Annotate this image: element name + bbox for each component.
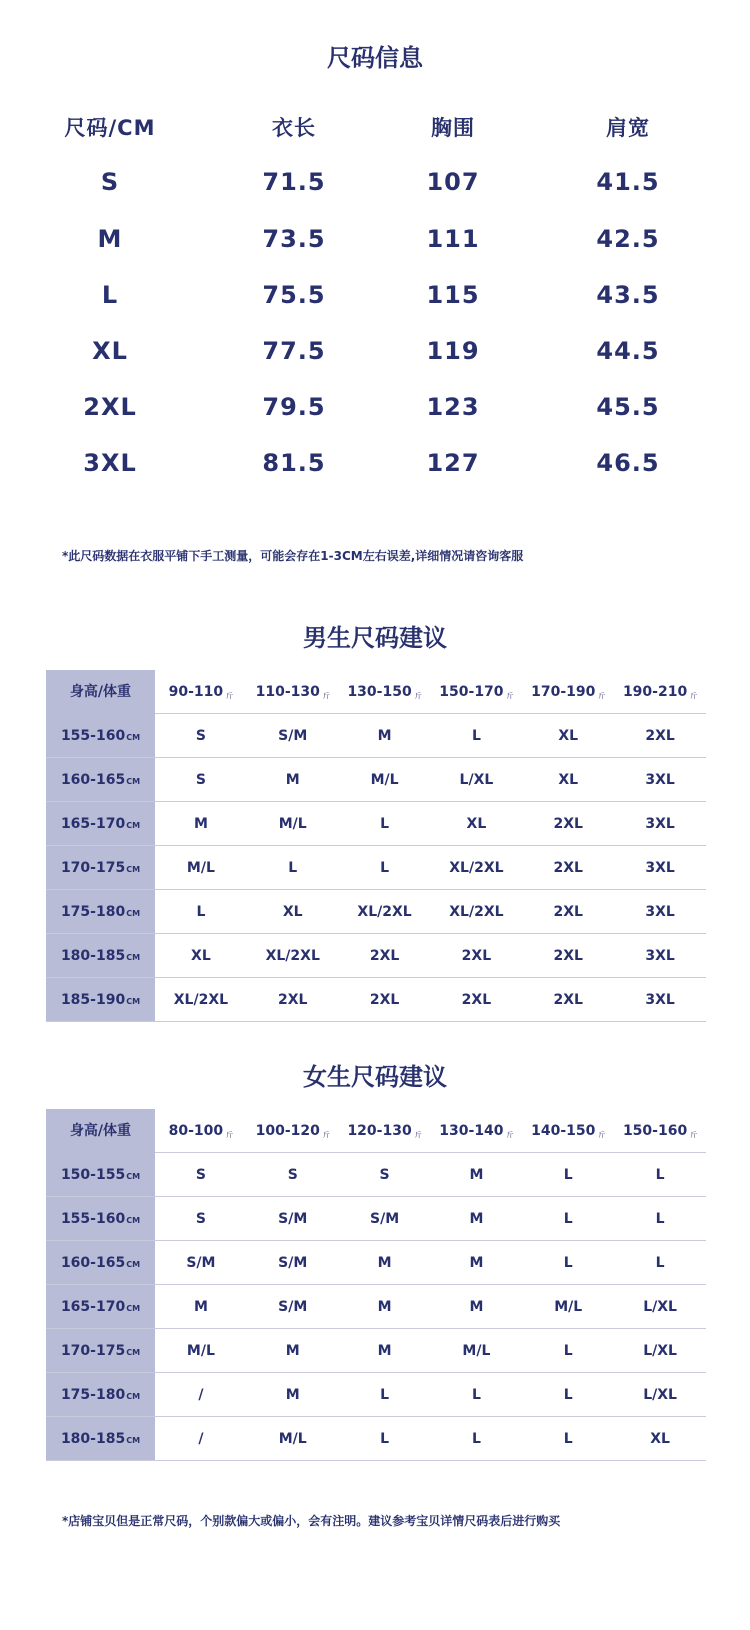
men-size-grid (46, 670, 706, 1020)
size-info-cell: 43.5 (596, 281, 660, 309)
size-info-cell: 45.5 (596, 393, 660, 421)
weight-header-cell (522, 670, 614, 714)
size-suggestion-cell: M/L (370, 772, 399, 788)
height-cell (46, 1373, 155, 1417)
size-suggestion-cell: M (193, 1299, 208, 1315)
size-suggestion-cell: L (471, 1387, 481, 1403)
height-unit: CM (126, 821, 141, 830)
weight-header-cell (431, 670, 523, 714)
weight-unit: 斤 (414, 692, 422, 700)
size-info-cell: M (97, 225, 123, 253)
size-suggestion-cell: S/M (370, 1211, 400, 1227)
grid-row (46, 1329, 706, 1373)
size-info-cell: 3XL (83, 449, 137, 477)
size-suggestion-cell: 3XL (645, 860, 675, 876)
grid-header-row (46, 670, 706, 714)
size-info-cell: 75.5 (262, 281, 326, 309)
weight-unit: 斤 (598, 692, 606, 700)
grid-row (46, 1197, 706, 1241)
size-suggestion-cell: 3XL (645, 948, 675, 964)
height-unit: CM (126, 1216, 141, 1225)
size-info-cell: 46.5 (596, 449, 660, 477)
weight-range: 150-160 (622, 1123, 688, 1139)
size-suggestion-cell: S/M (278, 1255, 308, 1271)
size-suggestion-cell: L (655, 1255, 665, 1271)
size-suggestion-cell: XL (558, 772, 579, 788)
weight-unit: 斤 (690, 1131, 698, 1139)
size-suggestion-cell: L (563, 1387, 573, 1403)
height-cell (46, 890, 155, 934)
grid-row (46, 1417, 706, 1461)
weight-header-cell (339, 1109, 431, 1153)
weight-header-cell (339, 670, 431, 714)
size-suggestion-cell: 2XL (553, 992, 583, 1008)
size-info-header-cell: 尺码/CM (64, 116, 156, 140)
size-suggestion-cell: 2XL (553, 860, 583, 876)
grid-corner-label: 身高/体重 (69, 1123, 132, 1139)
size-suggestion-cell: 2XL (461, 992, 492, 1008)
weight-unit: 斤 (322, 692, 330, 700)
size-suggestion-cell: M (469, 1255, 484, 1271)
size-suggestion-cell: M (469, 1299, 484, 1315)
height-unit: CM (126, 997, 141, 1006)
size-info-header-cell: 肩宽 (606, 116, 650, 140)
size-info-cell: 77.5 (262, 337, 326, 365)
weight-range: 100-120 (255, 1123, 320, 1139)
size-info-cell: 81.5 (262, 449, 326, 477)
size-info-row (0, 225, 750, 265)
size-info-cell: 42.5 (596, 225, 660, 253)
size-info-cell: 41.5 (596, 168, 660, 196)
size-suggestion-cell: 3XL (645, 772, 675, 788)
size-suggestion-cell: 2XL (369, 948, 400, 964)
size-info-header-cell: 衣长 (272, 116, 316, 140)
weight-unit: 斤 (226, 1131, 234, 1139)
size-suggestion-cell: M (469, 1167, 484, 1183)
weight-header-cell (247, 670, 339, 714)
height-unit: CM (126, 777, 141, 786)
size-info-row (0, 393, 750, 433)
size-info-cell: XL (92, 337, 128, 365)
size-suggestion-cell: L/XL (459, 772, 494, 788)
size-info-cell: 111 (426, 225, 480, 253)
size-suggestion-cell: L (196, 904, 206, 920)
weight-header-cell (247, 1109, 339, 1153)
size-info-cell: 115 (426, 281, 480, 309)
size-suggestion-cell: M/L (186, 860, 215, 876)
size-suggestion-cell: S (195, 728, 206, 744)
height-range: 185-190 (60, 992, 126, 1008)
size-suggestion-cell: L (471, 1431, 481, 1447)
size-info-row (0, 337, 750, 377)
size-info-cell: L (101, 281, 119, 309)
size-suggestion-cell: M (377, 1343, 392, 1359)
size-suggestion-cell: XL/2XL (449, 904, 504, 920)
height-unit: CM (126, 1392, 141, 1401)
weight-header-cell (431, 1109, 523, 1153)
size-suggestion-cell: S/M (186, 1255, 216, 1271)
grid-row (46, 758, 706, 802)
weight-header-cell (614, 670, 706, 714)
weight-header-cell (614, 1109, 706, 1153)
size-suggestion-cell: M (377, 728, 392, 744)
size-suggestion-cell: L (655, 1167, 665, 1183)
weight-unit: 斤 (506, 692, 514, 700)
weight-range: 130-140 (439, 1123, 504, 1139)
size-suggestion-cell: M/L (554, 1299, 583, 1315)
size-info-note: *此尺码数据在衣服平铺下手工测量，可能会存在1-3CM左右误差,详细情况请咨询客服 (62, 549, 524, 563)
size-suggestion-cell: / (198, 1387, 204, 1403)
size-suggestion-cell: 2XL (369, 992, 400, 1008)
height-cell (46, 978, 155, 1022)
row-divider (46, 1021, 706, 1022)
size-suggestion-cell: S/M (278, 1299, 308, 1315)
size-suggestion-cell: 2XL (645, 728, 675, 744)
size-info-cell: 107 (426, 168, 480, 196)
size-info-cell: S (100, 168, 120, 196)
weight-unit: 斤 (506, 1131, 514, 1139)
height-range: 170-175 (60, 1343, 126, 1359)
size-suggestion-cell: L (380, 1387, 390, 1403)
size-suggestion-cell: L (563, 1431, 573, 1447)
grid-row (46, 1241, 706, 1285)
weight-range: 90-110 (168, 684, 224, 700)
size-suggestion-cell: 3XL (645, 904, 675, 920)
size-info-cell: 79.5 (262, 393, 326, 421)
size-suggestion-cell: S (379, 1167, 390, 1183)
size-suggestion-cell: M/L (186, 1343, 215, 1359)
size-suggestion-cell: XL (191, 948, 211, 964)
size-info-header-cell: 胸围 (431, 116, 475, 140)
row-divider (46, 1460, 706, 1461)
height-range: 155-160 (60, 728, 126, 744)
size-suggestion-cell: M (285, 1387, 300, 1403)
weight-range: 170-190 (531, 684, 596, 700)
weight-header-cell (155, 1109, 247, 1153)
height-cell (46, 714, 155, 758)
size-info-cell: 127 (426, 449, 480, 477)
size-suggestion-cell: S (287, 1167, 298, 1183)
height-unit: CM (126, 1436, 141, 1445)
size-suggestion-cell: XL/2XL (265, 948, 320, 964)
men-section-title: 男生尺码建议 (303, 624, 447, 652)
weight-unit: 斤 (690, 692, 698, 700)
size-suggestion-cell: S (195, 1167, 206, 1183)
size-info-cell: 123 (426, 393, 480, 421)
height-cell (46, 1153, 155, 1197)
height-range: 180-185 (60, 948, 126, 964)
grid-row (46, 1373, 706, 1417)
size-info-row (0, 281, 750, 321)
height-cell (46, 1241, 155, 1285)
height-cell (46, 802, 155, 846)
size-suggestion-cell: 2XL (553, 904, 583, 920)
size-info-header-row (0, 112, 750, 152)
weight-range: 80-100 (168, 1123, 224, 1139)
weight-range: 110-130 (255, 684, 320, 700)
size-suggestion-cell: XL/2XL (449, 860, 504, 876)
size-info-cell: 44.5 (596, 337, 660, 365)
size-suggestion-cell: 2XL (461, 948, 492, 964)
height-range: 175-180 (60, 904, 126, 920)
height-cell (46, 1329, 155, 1373)
height-range: 165-170 (60, 816, 126, 832)
height-range: 165-170 (60, 1299, 126, 1315)
grid-row (46, 1153, 706, 1197)
weight-header-cell (522, 1109, 614, 1153)
height-cell (46, 1197, 155, 1241)
size-suggestion-cell: M (377, 1255, 392, 1271)
height-unit: CM (126, 1172, 141, 1181)
height-cell (46, 1417, 155, 1461)
size-info-title: 尺码信息 (327, 44, 423, 72)
size-suggestion-cell: 2XL (553, 948, 583, 964)
size-suggestion-cell: L (563, 1255, 573, 1271)
height-unit: CM (126, 1260, 141, 1269)
size-suggestion-cell: XL (650, 1431, 670, 1447)
height-unit: CM (126, 865, 141, 874)
height-range: 160-165 (60, 772, 126, 788)
grid-row (46, 890, 706, 934)
size-suggestion-cell: L (563, 1167, 573, 1183)
height-range: 150-155 (60, 1167, 126, 1183)
weight-unit: 斤 (414, 1131, 422, 1139)
size-suggestion-cell: S/M (278, 728, 308, 744)
size-info-row (0, 449, 750, 489)
size-suggestion-cell: S (195, 772, 206, 788)
size-suggestion-cell: L/XL (643, 1387, 677, 1403)
grid-header-row (46, 1109, 706, 1153)
size-info-row (0, 168, 750, 208)
size-suggestion-cell: S/M (278, 1211, 308, 1227)
height-range: 170-175 (60, 860, 126, 876)
weight-unit: 斤 (598, 1131, 606, 1139)
grid-row (46, 846, 706, 890)
height-cell (46, 846, 155, 890)
weight-range: 150-170 (439, 684, 504, 700)
size-suggestion-cell: M/L (278, 816, 307, 832)
size-suggestion-cell: L (471, 728, 481, 744)
footer-note: *店铺宝贝但是正常尺码，个别款偏大或偏小，会有注明。建议参考宝贝详情尺码表后进行购买 (62, 1514, 561, 1528)
size-info-cell: 73.5 (262, 225, 326, 253)
height-range: 180-185 (60, 1431, 126, 1447)
size-suggestion-cell: 2XL (278, 992, 308, 1008)
size-suggestion-cell: M (193, 816, 208, 832)
size-suggestion-cell: XL (558, 728, 579, 744)
height-unit: CM (126, 733, 141, 742)
size-suggestion-cell: 2XL (553, 816, 583, 832)
size-suggestion-cell: L/XL (643, 1299, 677, 1315)
grid-row (46, 714, 706, 758)
size-suggestion-cell: / (198, 1431, 204, 1447)
height-cell (46, 758, 155, 802)
size-suggestion-cell: M (469, 1211, 484, 1227)
weight-header-cell (155, 670, 247, 714)
weight-range: 140-150 (531, 1123, 596, 1139)
weight-range: 130-150 (347, 684, 412, 700)
size-suggestion-cell: L (655, 1211, 665, 1227)
size-info-cell: 119 (426, 337, 480, 365)
size-info-cell: 71.5 (262, 168, 326, 196)
size-suggestion-cell: S (195, 1211, 206, 1227)
size-suggestion-cell: L (288, 860, 298, 876)
size-suggestion-cell: L (380, 816, 390, 832)
grid-row (46, 934, 706, 978)
height-cell (46, 1285, 155, 1329)
size-suggestion-cell: XL/2XL (173, 992, 229, 1008)
grid-row (46, 1285, 706, 1329)
size-suggestion-cell: 3XL (645, 816, 675, 832)
size-suggestion-cell: L (563, 1343, 573, 1359)
size-suggestion-cell: M (285, 772, 300, 788)
size-suggestion-cell: 3XL (645, 992, 675, 1008)
grid-corner-label: 身高/体重 (69, 684, 132, 700)
size-suggestion-cell: L (563, 1211, 573, 1227)
size-suggestion-cell: XL/2XL (357, 904, 412, 920)
size-suggestion-cell: XL (466, 816, 487, 832)
size-suggestion-cell: L (380, 1431, 390, 1447)
height-unit: CM (126, 953, 141, 962)
size-suggestion-cell: M/L (462, 1343, 491, 1359)
height-cell (46, 934, 155, 978)
size-suggestion-cell: M/L (278, 1431, 307, 1447)
grid-row (46, 802, 706, 846)
height-range: 175-180 (60, 1387, 126, 1403)
women-section-title: 女生尺码建议 (303, 1063, 447, 1091)
size-suggestion-cell: XL (282, 904, 303, 920)
size-info-cell: 2XL (83, 393, 137, 421)
size-suggestion-cell: M (285, 1343, 300, 1359)
size-suggestion-cell: L (380, 860, 390, 876)
height-unit: CM (126, 1304, 141, 1313)
weight-range: 120-130 (347, 1123, 412, 1139)
weight-range: 190-210 (622, 684, 688, 700)
weight-unit: 斤 (226, 692, 234, 700)
height-range: 160-165 (60, 1255, 126, 1271)
size-suggestion-cell: M (377, 1299, 392, 1315)
grid-row (46, 978, 706, 1022)
height-unit: CM (126, 909, 141, 918)
size-suggestion-cell: L/XL (643, 1343, 677, 1359)
women-size-grid (46, 1109, 706, 1459)
height-unit: CM (126, 1348, 141, 1357)
weight-unit: 斤 (322, 1131, 330, 1139)
height-range: 155-160 (60, 1211, 126, 1227)
